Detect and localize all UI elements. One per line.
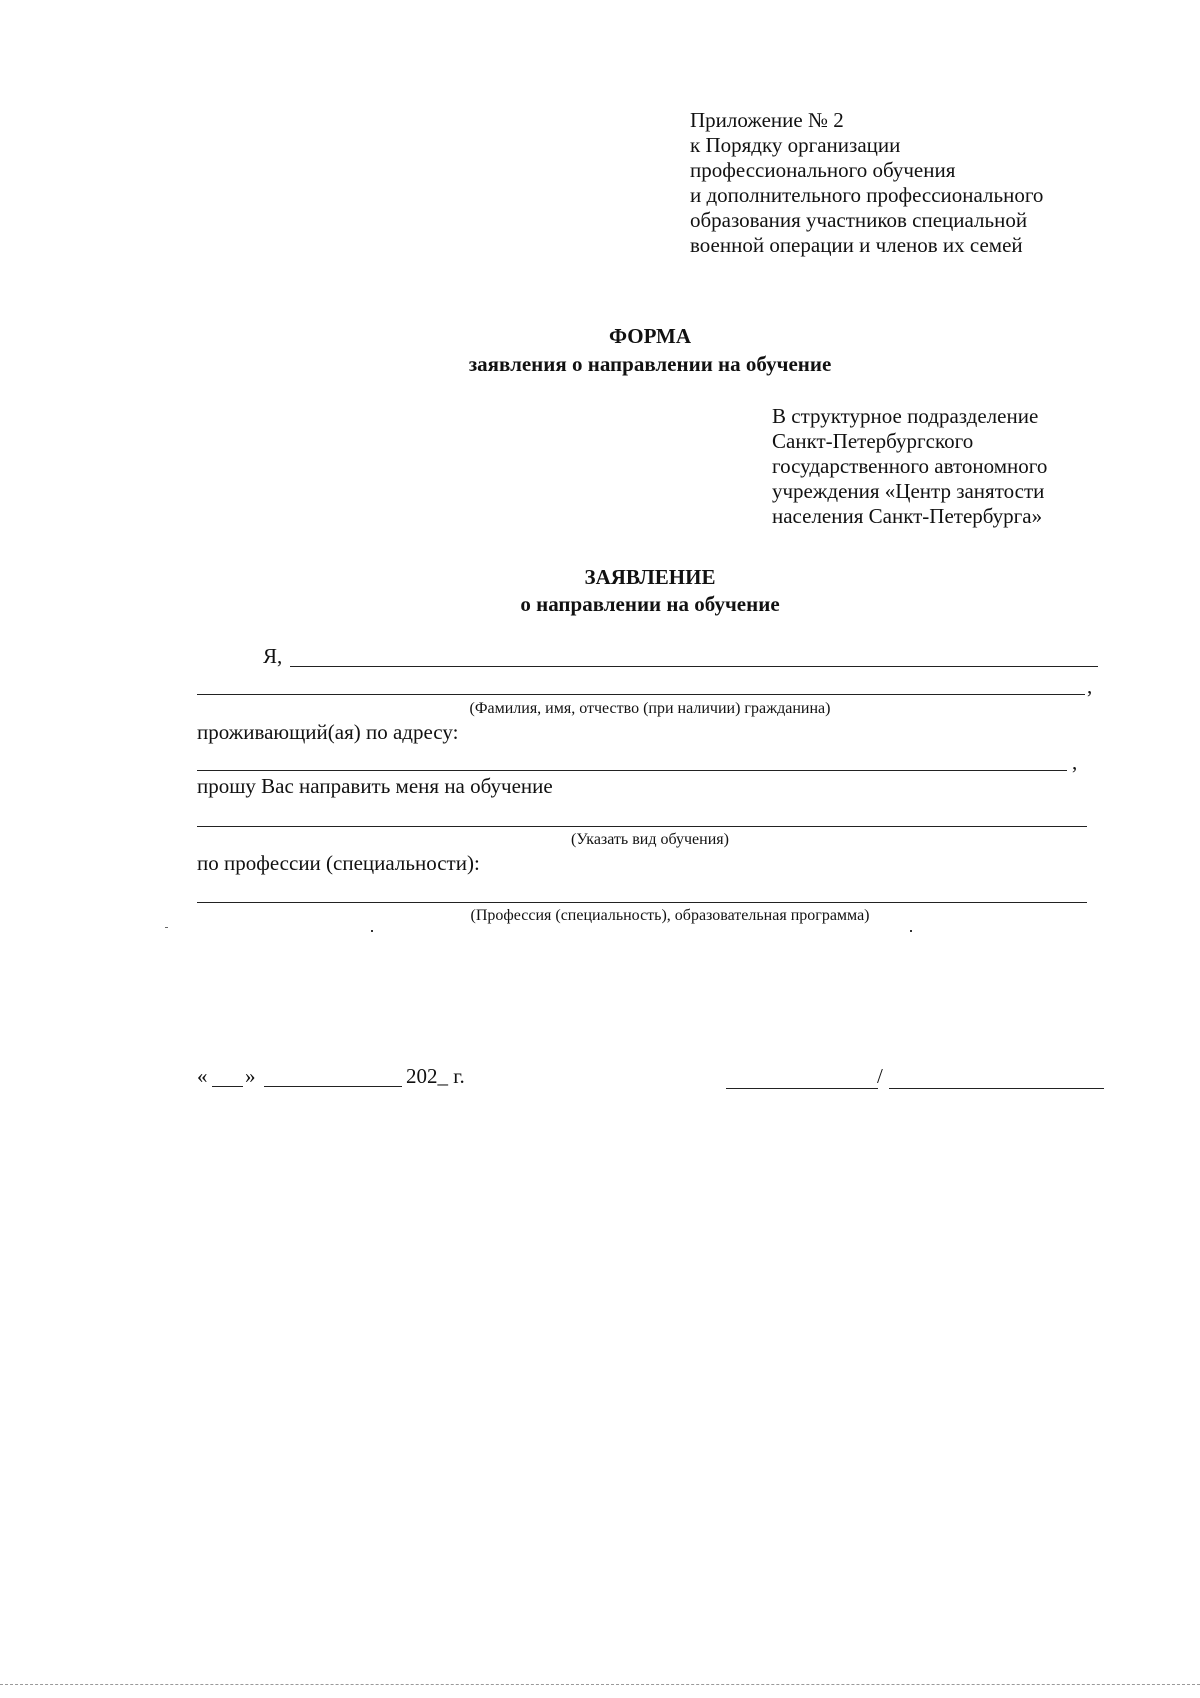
profession-caption: (Профессия (специальность), образовательная программа): [470, 907, 870, 924]
training-caption: (Указать вид обучения): [571, 831, 729, 848]
addressee-line: населения Санкт-Петербурга»: [772, 504, 1043, 528]
appendix-line: образования участников специальной: [690, 208, 1028, 232]
profession-field-line[interactable]: [197, 902, 1087, 903]
training-type-field-line[interactable]: [197, 826, 1087, 827]
appendix-line: военной операции и членов их семей: [690, 233, 1023, 257]
year-text: 202_ г.: [406, 1064, 465, 1088]
address-field-line[interactable]: [197, 770, 1067, 771]
signature-slash: /: [877, 1064, 883, 1088]
month-field-line[interactable]: [264, 1086, 402, 1087]
scan-dot: [910, 930, 912, 932]
appendix-line: к Порядку организации: [690, 133, 901, 157]
name-field-line-2[interactable]: [197, 694, 1085, 695]
form-subtitle: заявления о направлении на обучение: [468, 352, 832, 376]
signature-name-field-line[interactable]: [889, 1088, 1104, 1089]
addressee-line: государственного автономного: [772, 454, 1048, 478]
address-comma: ,: [1072, 750, 1078, 774]
profession-label: по профессии (специальности):: [197, 851, 480, 875]
appendix-block: [690, 108, 1043, 258]
day-field-line[interactable]: [212, 1086, 243, 1087]
addressee-line: учреждения «Центр занятости: [772, 479, 1045, 503]
appendix-line: Приложение № 2: [690, 108, 844, 132]
address-label: проживающий(ая) по адресу:: [197, 720, 459, 744]
statement-subtitle: о направлении на обучение: [520, 592, 780, 616]
statement-title: ЗАЯВЛЕНИЕ: [584, 565, 716, 589]
addressee-line: В структурное подразделение: [772, 404, 1039, 428]
i-label: Я,: [263, 644, 283, 668]
date-quote-open: «: [197, 1064, 208, 1088]
appendix-line: и дополнительного профессионального: [690, 183, 1044, 207]
name-comma: ,: [1087, 674, 1093, 698]
name-caption: (Фамилия, имя, отчество (при наличии) гражданина): [469, 700, 831, 717]
addressee-block: [772, 404, 1047, 529]
scan-dot: [371, 930, 373, 932]
name-field-line-1[interactable]: [290, 666, 1098, 667]
signature-field-line[interactable]: [726, 1088, 878, 1089]
form-title: ФОРМА: [608, 324, 692, 348]
addressee-line: Санкт-Петербургского: [772, 429, 974, 453]
appendix-line: профессионального обучения: [690, 158, 956, 182]
scan-bottom-border: [0, 1684, 1200, 1685]
scan-dot: [165, 927, 168, 928]
request-label: прошу Вас направить меня на обучение: [197, 774, 553, 798]
date-quote-close: »: [245, 1064, 256, 1088]
